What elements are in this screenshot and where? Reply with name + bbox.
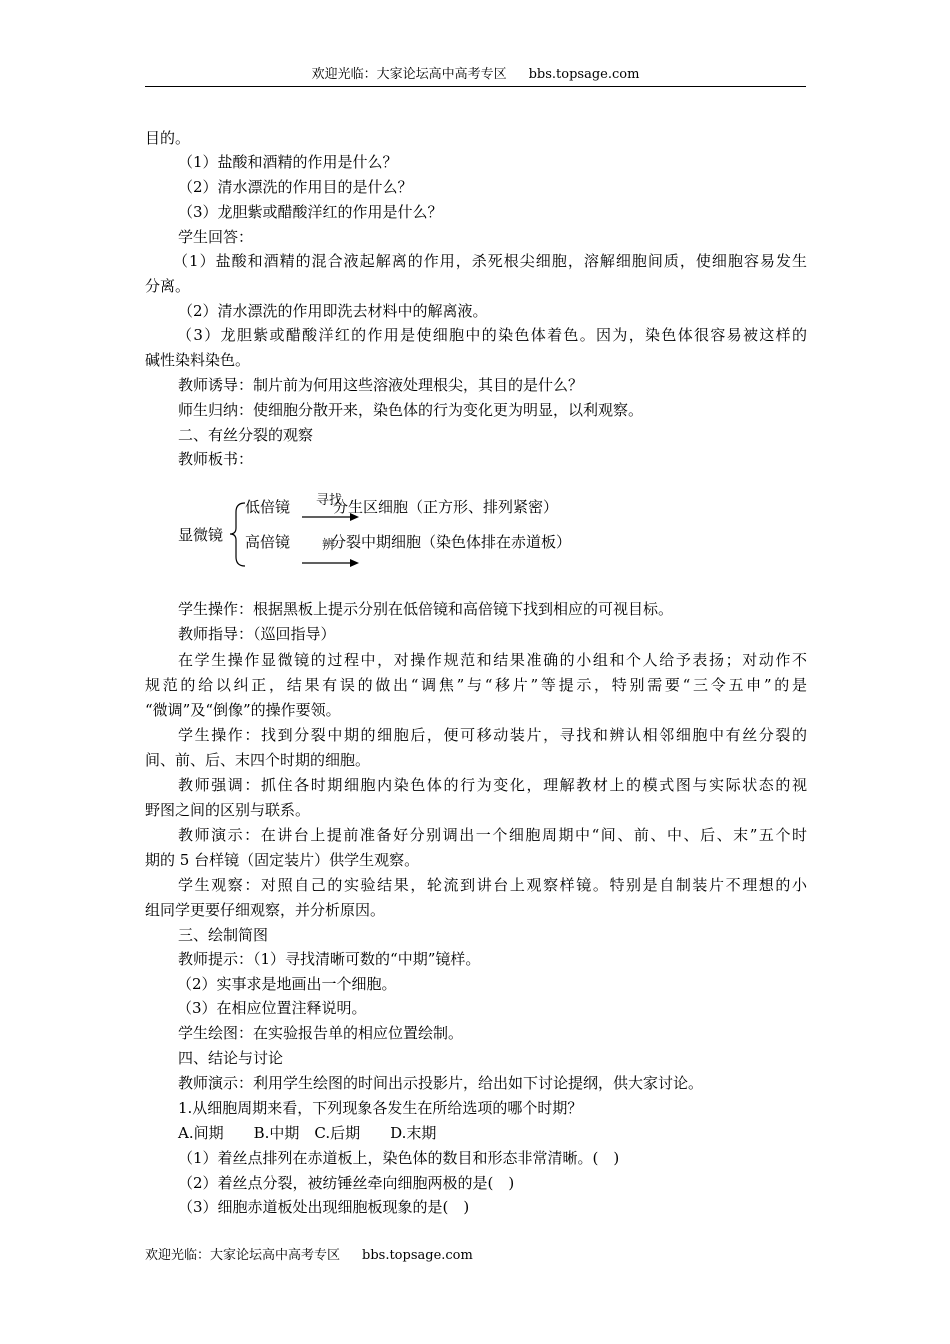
diagram-low-target: 分生区细胞（正方形、排列紧密）: [333, 498, 559, 516]
text-line: 教师诱导：制片前为何用这些溶液处理根尖，其目的是什么？: [178, 376, 584, 394]
text-line: 目的。: [145, 129, 191, 147]
text-line: 教师板书：: [178, 450, 254, 468]
text-line: 在学生操作显微镜的过程中，对操作规范和结果准确的小组和个人给予表扬；对动作不: [178, 651, 807, 669]
arrow-high-head: [350, 559, 359, 567]
diagram-high-label: 高倍镜: [245, 533, 291, 551]
header-welcome: 欢迎光临：大家论坛高中高考专区: [311, 67, 507, 82]
question-item: （1）着丝点排列在赤道板上，染色体的数目和形态非常清晰。( ): [178, 1149, 620, 1167]
text-line: 教师指导：（巡回指导）: [178, 625, 336, 643]
page-footer: [145, 1247, 473, 1265]
text-line: 学生绘图：在实验报告单的相应位置绘制。: [178, 1024, 464, 1042]
text-line: （2）清水漂洗的作用即洗去材料中的解离液。: [178, 302, 488, 320]
text-line: 学生观察：对照自己的实验结果，轮流到讲台上观察样镜。特别是自制装片不理想的小: [178, 876, 807, 894]
text-line: 教师演示：在讲台上提前准备好分别调出一个细胞周期中“间、前、中、后、末”五个时: [178, 826, 807, 844]
diagram-high-target: 分裂中期细胞（染色体排在赤道板）: [331, 533, 572, 551]
arrow-high-label: 辨: [322, 538, 336, 553]
question-item: （3）细胞赤道板处出现细胞板现象的是( ): [178, 1198, 470, 1216]
text-line: 教师提示：（1）寻找清晰可数的“中期”镜样。: [178, 950, 481, 968]
question-line: 1.从细胞周期来看，下列现象各发生在所给选项的哪个时期？: [178, 1099, 583, 1117]
text-line: 野图之间的区别与联系。: [145, 801, 311, 819]
diagram-root: 显微镜: [178, 526, 224, 544]
footer-site: bbs.topsage.com: [362, 1248, 473, 1263]
text-line: （1）盐酸和酒精的混合液起解离的作用，杀死根尖细胞，溶解细胞间质，使细胞容易发生: [173, 252, 807, 270]
text-line: 学生回答：: [178, 228, 254, 246]
brace-shape: [230, 503, 245, 566]
text-line: 教师强调：抓住各时期细胞内染色体的行为变化，理解教材上的模式图与实际状态的视: [178, 776, 807, 794]
text-line: 期的 5 台样镜（固定装片）供学生观察。: [145, 851, 420, 869]
text-line: 学生操作：找到分裂中期的细胞后，便可移动装片，寻找和辨认相邻细胞中有丝分裂的: [178, 726, 807, 744]
text-line: 碱性染料染色。: [145, 351, 251, 369]
text-line: 规范的给以纠正，结果有误的做出“调焦”与“移片”等提示，特别需要“三令五申”的是: [145, 676, 807, 694]
text-line: （3）龙胆紫或醋酸洋红的作用是什么？: [178, 203, 443, 221]
question-item: （2）着丝点分裂，被纺锤丝牵向细胞两极的是( ): [178, 1174, 515, 1192]
text-line: （2）实事求是地画出一个细胞。: [177, 975, 397, 993]
text-line: “微调”及“倒像”的操作要领。: [145, 701, 341, 719]
text-line: 分离。: [145, 277, 191, 295]
text-line: （3）龙胆紫或醋酸洋红的作用是使细胞中的染色体着色。因为，染色体很容易被这样的: [177, 326, 807, 344]
section-heading: 三、绘制简图: [178, 926, 269, 944]
arrow-low-label: 寻找: [316, 493, 343, 508]
header-site: bbs.topsage.com: [528, 67, 640, 82]
text-line: 间、前、后、末四个时期的细胞。: [145, 751, 371, 769]
text-line: （1）盐酸和酒精的作用是什么？: [178, 153, 398, 171]
text-line: 学生操作：根据黑板上提示分别在低倍镜和高倍镜下找到相应的可视目标。: [178, 600, 674, 618]
options-line: A.间期 B.中期 C.后期 D.末期: [178, 1124, 437, 1142]
text-line: （3）在相应位置注释说明。: [177, 999, 367, 1017]
diagram-low-label: 低倍镜: [245, 498, 291, 516]
text-line: 组同学更要仔细观察，并分析原因。: [145, 901, 386, 919]
section-heading: 四、结论与讨论: [178, 1049, 284, 1067]
text-line: 师生归纳：使细胞分散开来，染色体的行为变化更为明显，以利观察。: [178, 401, 644, 419]
text-line: （2）清水漂洗的作用目的是什么？: [178, 178, 413, 196]
footer-welcome: 欢迎光临：大家论坛高中高考专区: [145, 1248, 341, 1263]
text-line: 教师演示：利用学生绘图的时间出示投影片，给出如下讨论提纲，供大家讨论。: [178, 1074, 704, 1092]
section-heading: 二、有丝分裂的观察: [178, 426, 314, 444]
